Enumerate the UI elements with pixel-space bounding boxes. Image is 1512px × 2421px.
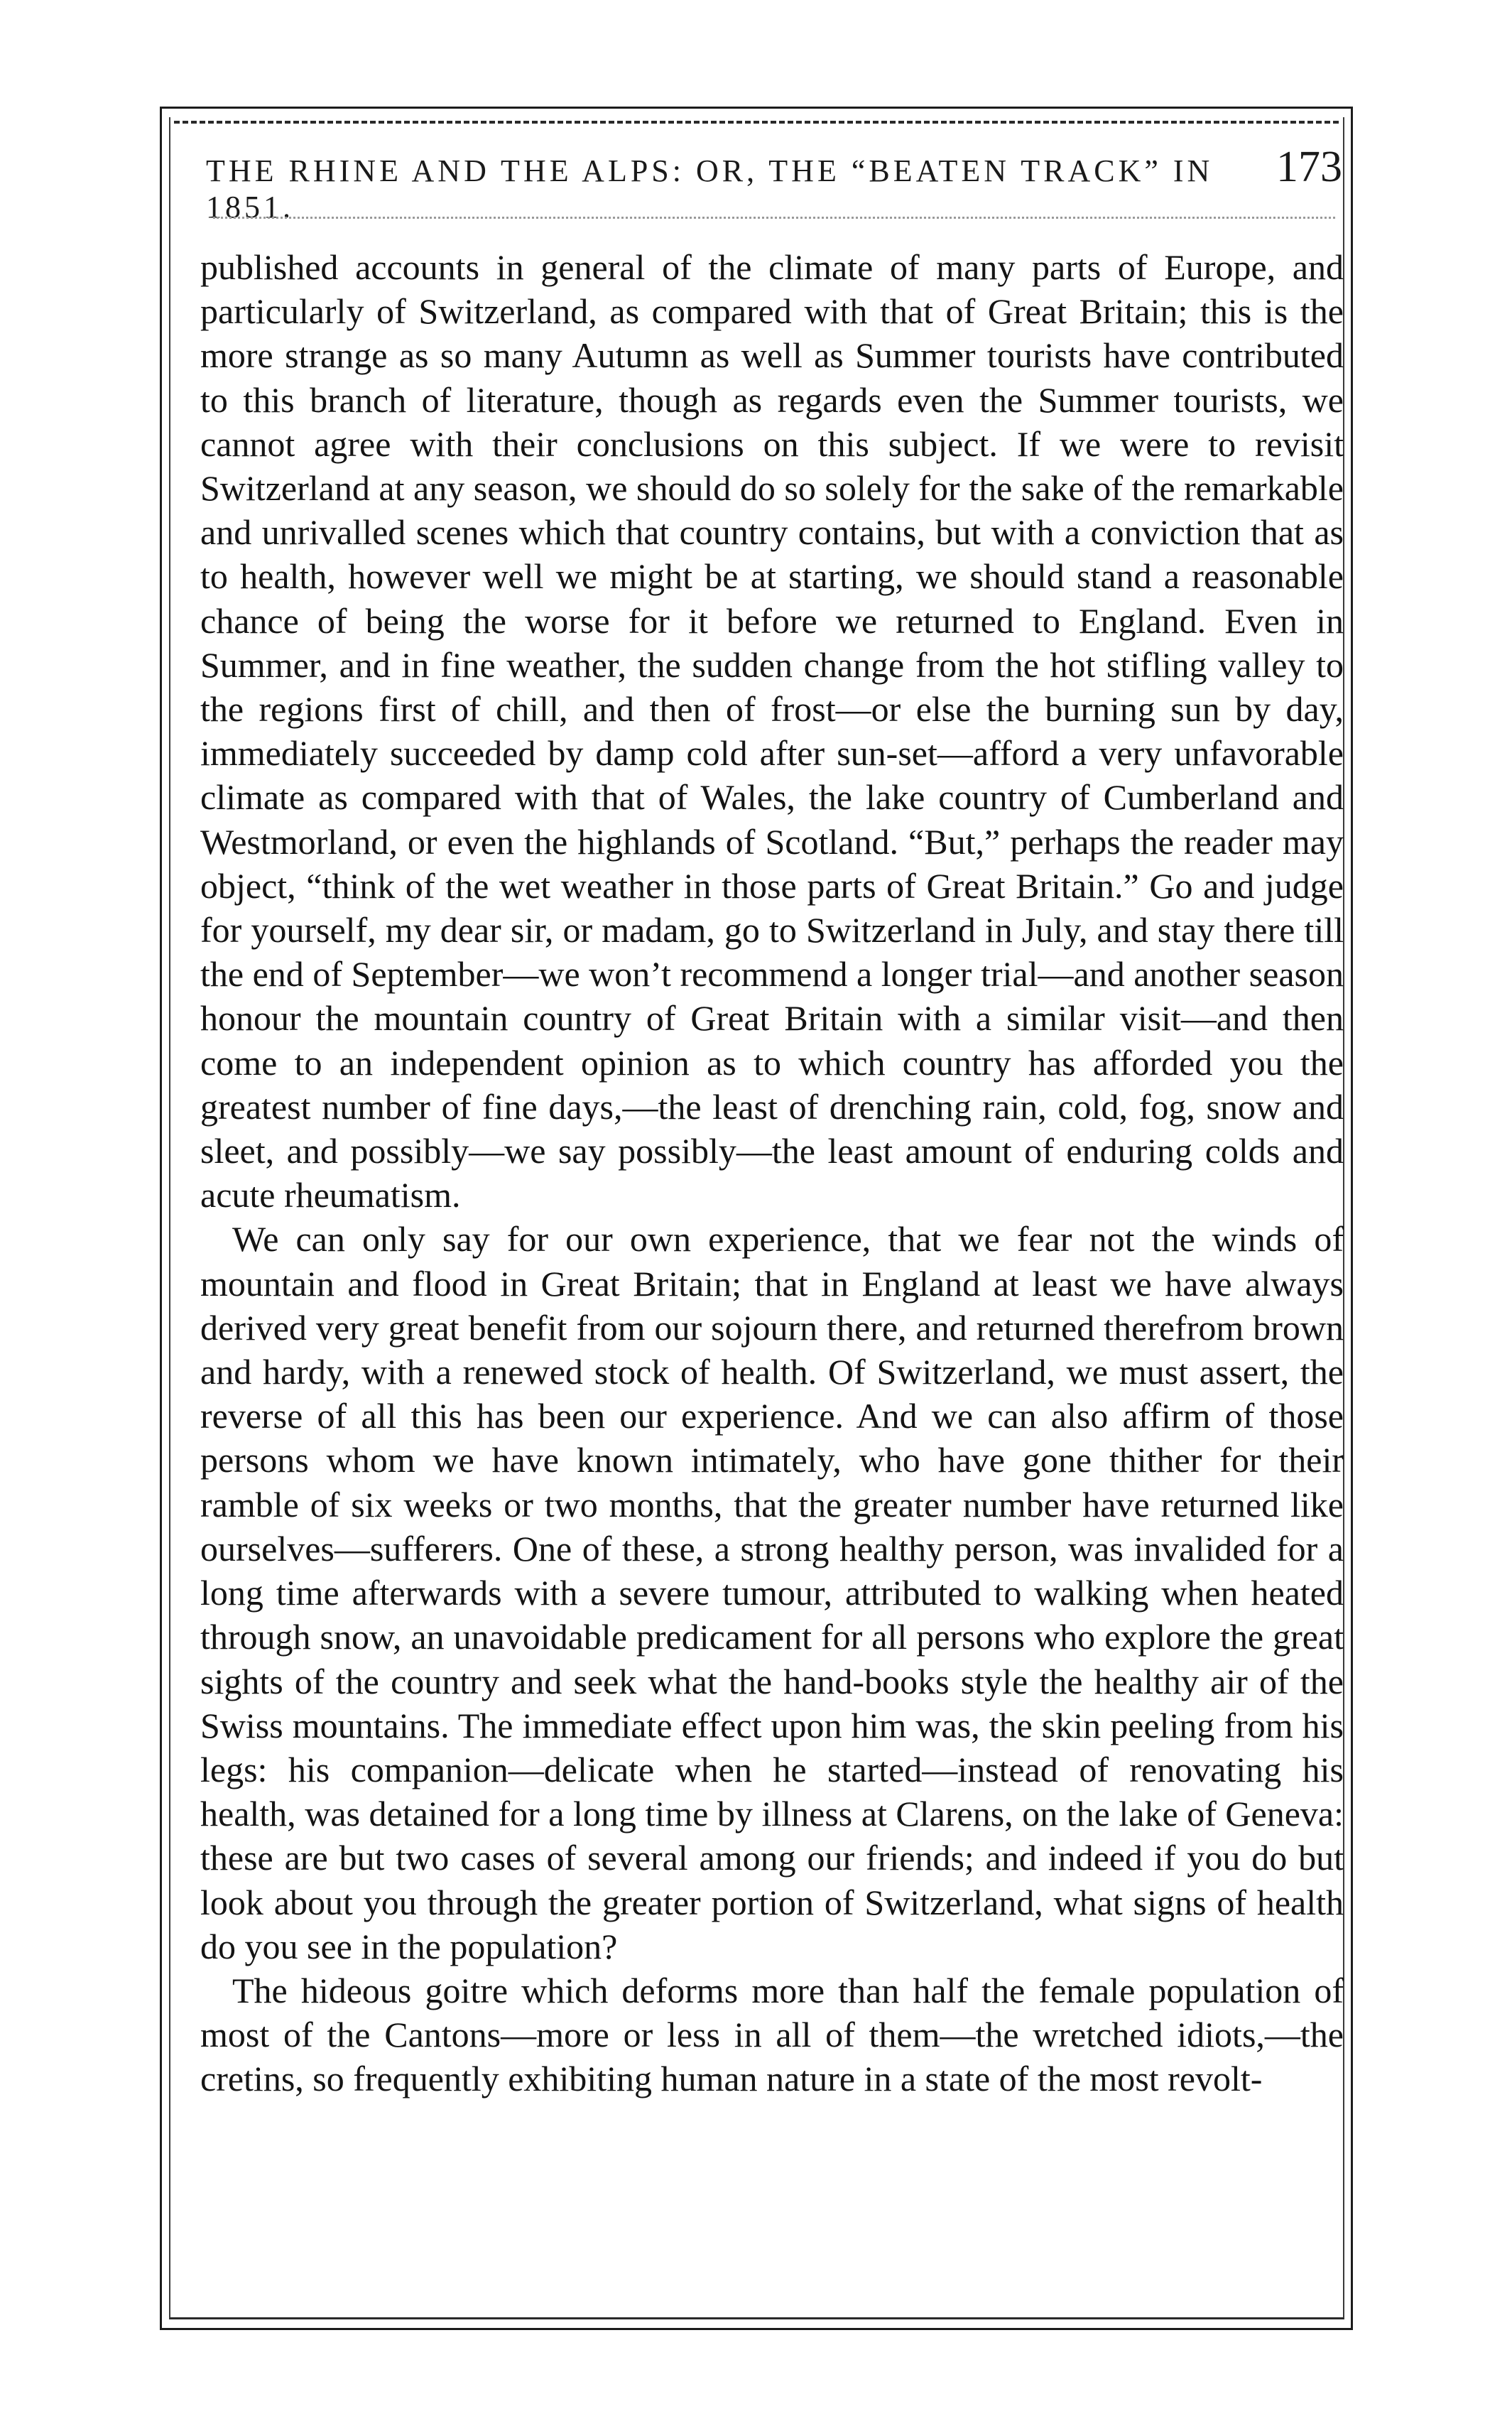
top-rule [174,121,1339,124]
page-number: 173 [1276,143,1342,191]
paragraph-1: published accounts in general of the climate of many parts of Europe, and particularly of Switzerland, as compared with that of Great Britain; this is the more strange as so many Autumn as well as Summer tourists have contributed to this branch of literature, though as regards even the Summer tourists, we cannot agree with their conclusions on this subject. If we were to revisit Switzerland at any season, we should do so solely for the sake of the remarkable and unrivalled scenes which that country contains, but with a conviction that as to health, however well we might be at starting, we should stand a reasonable chance of being the worse for it before we returned to England. Even in Summer, and in fine weather, the sudden change from the hot stifling valley to the regions first of chill, and then of frost—or else the burning sun by day, immediately succeeded by damp cold after sun-set—afford a very unfavorable climate as compared with that of Wales, the lake country of Cumberland and Westmorland, or even the highlands of Scotland. “But,” perhaps the reader may object, “think of the wet weather in those parts of Great Britain.” Go and judge for yourself, my dear sir, or madam, go to Switzerland in July, and stay there till the end of September—we won’t recommend a longer trial—and another season honour the mountain country of Great Britain with a similar visit—and then come to an independent opinion as to which country has afforded you the greatest number of fine days,—the least of drenching rain, cold, fog, snow and sleet, and possibly—we say possibly—the least amount of enduring colds and acute rheumatism. [200,247,1344,1215]
running-title: THE RHINE AND THE ALPS: OR, THE “BEATEN TRACK” IN 1851. [206,153,1214,224]
running-header [206,142,1342,224]
paragraph-2: We can only say for our own experience, that we fear not the winds of mountain and flood in Great Britain; that in England at least we have always derived very great benefit from our sojourn there, and returned therefrom brown and hardy, with a renewed stock of health. Of Switzerland, we must assert, the reverse of all this has been our experience. And we can also affirm of those persons whom we have known intimately, who have gone thither for their ramble of six weeks or two months, that the greater number have returned like ourselves—sufferers. One of these, a strong healthy person, was invalided for a long time afterwards with a severe tumour, attributed to walking when heated through snow, an unavoidable predicament for all persons who explore the great sights of the country and seek what the hand-books style the healthy air of the Swiss mountains. The immediate effect upon him was, the skin peeling from his legs: his companion—delicate when he started—instead of renovating his health, was detained for a long time by illness at Clarens, on the lake of Geneva: these are but two cases of several among our friends; and indeed if you do but look about you through the greater portion of Switzerland, what signs of health do you see in the population? [200,1219,1344,1966]
paragraph-3: The hideous goitre which deforms more than half the female population of most of the Cantons—more or less in all of them—the wretched idiots,—the cretins, so frequently exhibiting human nature in a state of the most revolt- [200,1970,1344,2099]
body-text [200,245,1344,2101]
header-rule [213,217,1335,219]
